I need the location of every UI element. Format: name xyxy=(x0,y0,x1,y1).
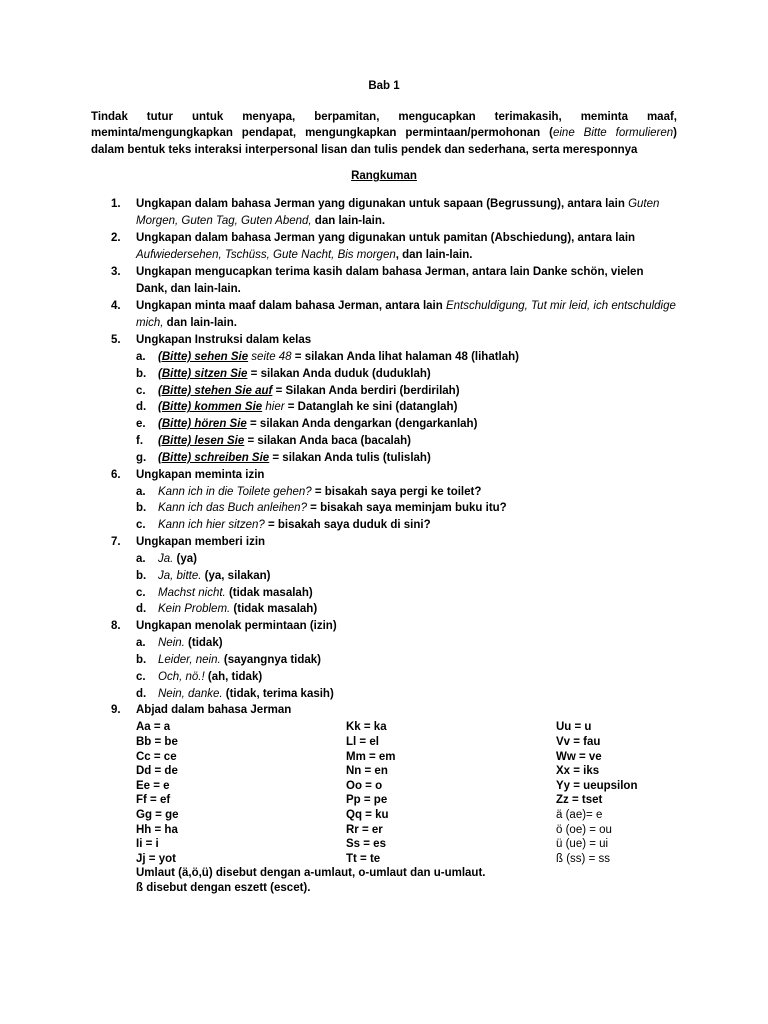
alphabet-entry: Gg = ge xyxy=(136,808,179,821)
sub-letter: c. xyxy=(136,384,146,397)
alphabet-entry: Uu = u xyxy=(556,721,592,734)
sub-letter: b. xyxy=(136,569,147,582)
alphabet-entry: Zz = tset xyxy=(556,794,603,807)
list-item xyxy=(91,332,677,467)
alphabet-entry: Hh = ha xyxy=(136,823,178,836)
translation: = silakan Anda dengarkan (dengarkanlah) xyxy=(246,418,478,431)
intro-text-2: ) dalam bentuk teks interaksi interpersonal lisan dan tulis pendek dan sederhana, serta meresponnya xyxy=(91,127,677,156)
german-phrase: (Bitte) schreiben Sie xyxy=(158,451,270,464)
item-text: Ungkapan memberi izin xyxy=(136,535,266,548)
german-phrase: (Bitte) sitzen Sie xyxy=(158,367,248,380)
translation: = Silakan Anda berdiri (berdirilah) xyxy=(272,384,460,397)
alphabet-entry: Rr = er xyxy=(346,823,383,836)
translation: (ya) xyxy=(173,552,197,565)
sub-letter: a. xyxy=(136,552,146,565)
list-item xyxy=(91,618,677,702)
item-text: Abjad dalam bahasa Jerman xyxy=(136,704,292,717)
item-text: Ungkapan Instruksi dalam kelas xyxy=(136,334,312,346)
alphabet-entry: ü (ue) = ui xyxy=(556,838,609,851)
translation: (ya, silakan) xyxy=(201,569,271,582)
item-text: Ungkapan mengucapkan terima kasih dalam bahasa Jerman, antara lain Danke schön, vielen Dank, dan lain-lain. xyxy=(136,266,644,295)
translation: = bisakah saya meminjam buku itu? xyxy=(306,502,507,515)
german-phrase: (Bitte) hören Sie xyxy=(158,418,247,431)
translation: (tidak masalah) xyxy=(230,603,318,616)
permission-grant-sublist xyxy=(136,551,677,618)
alphabet-entry: Qq = ku xyxy=(346,808,389,821)
umlaut-note: Umlaut (ä,ö,ü) disebut dengan a-umlaut, o-umlaut dan u-umlaut. xyxy=(136,867,486,880)
sub-item xyxy=(136,450,677,467)
item-text-tail: dan lain-lain. xyxy=(163,317,237,329)
translation: (tidak, terima kasih) xyxy=(222,687,334,700)
alphabet-entry: Yy = ueupsilon xyxy=(556,779,638,792)
sub-item xyxy=(136,433,677,450)
alphabet-entry: Aa = a xyxy=(136,721,171,734)
sub-item xyxy=(136,585,677,602)
list-item xyxy=(91,230,677,264)
alphabet-entry: Jj = yot xyxy=(136,852,176,865)
translation: = silakan Anda duduk (duduklah) xyxy=(247,367,431,380)
sub-letter: b. xyxy=(136,653,147,666)
section-subtitle: Rangkuman xyxy=(351,170,417,182)
list-item xyxy=(91,467,677,534)
intro-paragraph xyxy=(91,109,677,158)
summary-list xyxy=(91,196,677,895)
item-text-italic: Entschuldigung, Tut mir leid, ich entschuldige mich, xyxy=(136,300,676,329)
german-phrase: (Bitte) stehen Sie auf xyxy=(158,384,273,397)
item-text-main: Ungkapan dalam bahasa Jerman yang digunakan untuk pamitan (Abschiedung), antara lain xyxy=(136,232,636,244)
german-phrase: Nein. xyxy=(158,637,185,650)
sub-letter: c. xyxy=(136,670,146,683)
item-number: 1. xyxy=(111,198,121,210)
item-number: 2. xyxy=(111,232,121,244)
alphabet-entry: Ff = ef xyxy=(136,794,171,807)
alphabet-entry: ß (ss) = ss xyxy=(556,852,610,865)
item-number: 3. xyxy=(111,266,121,278)
sub-item xyxy=(136,601,677,618)
translation: = bisakah saya pergi ke toilet? xyxy=(311,485,482,498)
item-text xyxy=(136,198,659,227)
sub-item xyxy=(136,635,677,652)
translation: (tidak masalah) xyxy=(225,586,313,599)
eszett-note: ß disebut dengan eszett (escet). xyxy=(136,881,311,894)
alphabet-entry: ö (oe) = ou xyxy=(556,823,612,836)
item-text-main: Ungkapan dalam bahasa Jerman yang digunakan untuk sapaan (Begrussung), antara lain xyxy=(136,198,629,210)
sub-item xyxy=(136,500,677,517)
sub-letter: c. xyxy=(136,586,146,599)
alphabet-entry: Pp = pe xyxy=(346,794,388,807)
sub-letter: b. xyxy=(136,502,147,515)
sub-letter: e. xyxy=(136,418,146,431)
german-phrase: Ja, bitte. xyxy=(158,569,202,582)
alphabet-entry: Bb = be xyxy=(136,735,178,748)
translation: = silakan Anda baca (bacalah) xyxy=(244,434,411,447)
alphabet-entry: Ee = e xyxy=(136,779,170,792)
german-phrase: Ja. xyxy=(158,552,174,565)
intro-text-1: Tindak tutur untuk menyapa, berpamitan, mengucapkan terimakasih, meminta maaf, meminta/mengungkapkan pendapat, mengungkapkan permintaan/permohonan ( xyxy=(91,111,677,140)
list-item xyxy=(91,298,677,332)
item-text-tail: dan lain-lain. xyxy=(311,215,386,227)
translation: = silakan Anda tulis (tulislah) xyxy=(269,451,431,464)
sub-item xyxy=(136,669,677,686)
item-text-italic: Guten Morgen, Guten Tag, Guten Abend, xyxy=(136,198,660,227)
translation: (sayangnya tidak) xyxy=(220,653,322,666)
sub-letter: g. xyxy=(136,451,147,464)
sub-letter: f. xyxy=(136,434,144,447)
german-phrase: (Bitte) sehen Sie xyxy=(158,351,249,363)
german-phrase: (Bitte) lesen Sie xyxy=(158,434,245,447)
item-number: 9. xyxy=(111,704,121,717)
item-text: Ungkapan meminta izin xyxy=(136,468,265,481)
sub-item xyxy=(136,686,677,703)
sub-item xyxy=(136,366,677,383)
german-phrase: Kann ich das Buch anleihen? xyxy=(158,502,307,515)
sub-letter: c. xyxy=(136,519,146,532)
sub-item xyxy=(136,551,677,568)
alphabet-entry: Cc = ce xyxy=(136,750,177,763)
german-phrase: Kann ich in die Toilete gehen? xyxy=(158,485,312,498)
german-phrase: (Bitte) kommen Sie xyxy=(158,401,263,414)
list-item xyxy=(91,196,677,230)
german-phrase: Och, nö.! xyxy=(158,670,205,683)
item-number: 4. xyxy=(111,300,121,312)
item-text xyxy=(136,300,676,329)
item-number: 7. xyxy=(111,535,121,548)
sub-item xyxy=(136,517,677,534)
alphabet-entry: Mm = em xyxy=(346,750,396,763)
item-text xyxy=(136,232,635,261)
sub-letter: d. xyxy=(136,401,147,414)
alphabet-entry: Ii = i xyxy=(136,838,159,851)
alphabet-entry: Vv = fau xyxy=(556,735,601,748)
item-number: 8. xyxy=(111,620,121,633)
sub-letter: a. xyxy=(136,485,146,498)
sub-item xyxy=(136,416,677,433)
translation: (ah, tidak) xyxy=(204,670,263,683)
alphabet-entry: Kk = ka xyxy=(346,721,387,734)
item-text-italic: Aufwiedersehen, Tschüss, Gute Nacht, Bis morgen xyxy=(136,249,396,261)
alphabet-entry: Nn = en xyxy=(346,765,388,778)
list-item xyxy=(91,534,677,618)
item-text-tail: , dan lain-lain. xyxy=(395,249,473,261)
translation: = silakan Anda lihat halaman 48 (lihatlah) xyxy=(291,351,519,363)
sub-item xyxy=(136,349,677,366)
german-phrase: Nein, danke. xyxy=(158,687,223,700)
list-item xyxy=(91,702,677,895)
sub-letter: a. xyxy=(136,637,146,650)
item-number: 6. xyxy=(111,468,121,481)
alphabet-entry: Xx = iks xyxy=(556,765,600,778)
sub-item xyxy=(136,484,677,501)
translation: (tidak) xyxy=(184,637,223,650)
chapter-title: Bab 1 xyxy=(368,80,400,92)
sub-letter: b. xyxy=(136,367,147,380)
german-extra: hier xyxy=(262,401,285,414)
german-phrase: Machst nicht. xyxy=(158,586,226,599)
sub-letter: a. xyxy=(136,351,146,363)
german-extra: seite 48 xyxy=(248,351,292,363)
sub-item xyxy=(136,568,677,585)
alphabet-entry: Dd = de xyxy=(136,765,178,778)
translation: = bisakah saya duduk di sini? xyxy=(264,519,431,532)
list-item xyxy=(91,264,677,298)
instruction-sublist xyxy=(136,349,677,467)
alphabet-entry: Oo = o xyxy=(346,779,383,792)
sub-item xyxy=(136,652,677,669)
german-phrase: Kann ich hier sitzen? xyxy=(158,519,265,532)
permission-request-sublist xyxy=(136,484,677,534)
item-number: 5. xyxy=(111,334,121,346)
sub-item xyxy=(136,399,677,416)
translation: = Datanglah ke sini (datanglah) xyxy=(284,401,458,414)
intro-italic: eine Bitte formulieren xyxy=(552,127,674,140)
item-text: Ungkapan menolak permintaan (izin) xyxy=(136,620,337,633)
sub-item xyxy=(136,383,677,400)
alphabet-entry: Ll = el xyxy=(346,735,379,748)
alphabet-entry: Ss = es xyxy=(346,838,386,851)
refusal-sublist xyxy=(136,635,677,702)
alphabet-grid xyxy=(136,720,677,866)
sub-letter: d. xyxy=(136,687,147,700)
sub-letter: d. xyxy=(136,603,147,616)
item-text-main: Ungkapan minta maaf dalam bahasa Jerman, antara lain xyxy=(136,300,446,312)
alphabet-entry: Ww = ve xyxy=(556,750,602,763)
german-phrase: Kein Problem. xyxy=(158,603,231,616)
german-phrase: Leider, nein. xyxy=(158,653,221,666)
alphabet-entry: ä (ae)= e xyxy=(556,808,603,821)
alphabet-entry: Tt = te xyxy=(346,852,381,865)
